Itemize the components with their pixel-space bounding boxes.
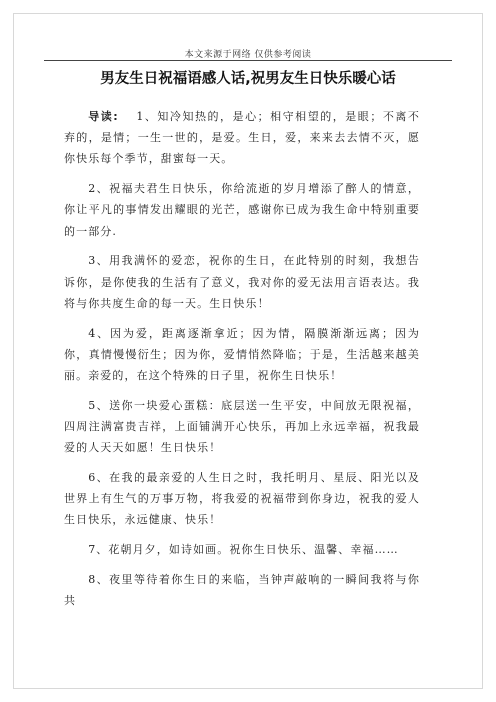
paragraph: 2、祝福夫君生日快乐，你给流逝的岁月增添了醉人的情意，你让平凡的事情发出耀眼的光芒，感谢你已成为我生命中特别重要的一部分. — [64, 182, 420, 238]
document-title: 男友生日祝福语感人话,祝男友生日快乐暖心话 — [100, 71, 396, 87]
paragraph-text: 1、知冷知热的，是心；相守相望的，是眼；不离不弃的，是情；一生一世的，是爱。生日，爱，来来去去情不灭，愿你快乐每个季节，甜蜜每一天。 — [64, 110, 421, 166]
paragraph: 3、用我满怀的爱恋，祝你的生日，在此特别的时刻，我想告诉你，是你使我的生活有了意义，我对你的爱无法用言语表达。我将与你共度生命的每一天。生日快乐！ — [64, 254, 420, 310]
paragraph: 7、花朝月夕，如诗如画。祝你生日快乐、温馨、幸福…… — [88, 543, 399, 557]
source-note: 本文来源于网络 仅供参考阅读 — [184, 50, 312, 60]
paragraph: 4、因为爱，距离逐渐拿近；因为情，隔膜渐渐远离；因为你，真情慢慢衍生；因为你，爱情悄然降临；于是，生活越来越美丽。亲爱的，在这个特殊的日子里，祝你生日快乐！ — [64, 326, 420, 383]
paragraph: 8、夜里等待着你生日的来临，当钟声敲响的一瞬间我将与你共 — [64, 573, 420, 608]
document-body — [64, 106, 420, 620]
paragraph: 6、在我的最亲爱的人生日之时，我托明月、星辰、阳光以及世界上有生气的万事万物，将我爱的祝福带到你身边，祝我的爱人生日快乐，永远健康、快乐！ — [64, 471, 420, 527]
header-rule — [44, 60, 452, 61]
paragraph: 5、送你一块爱心蛋糕：底层送一生平安，中间放无限祝福，四周注满富贵吉祥，上面铺满开心快乐，再加上永远幸福，祝我最爱的人天天如愿！生日快乐！ — [64, 398, 420, 455]
paragraph-intro — [64, 106, 420, 170]
intro-label: 导读: — [88, 110, 119, 123]
